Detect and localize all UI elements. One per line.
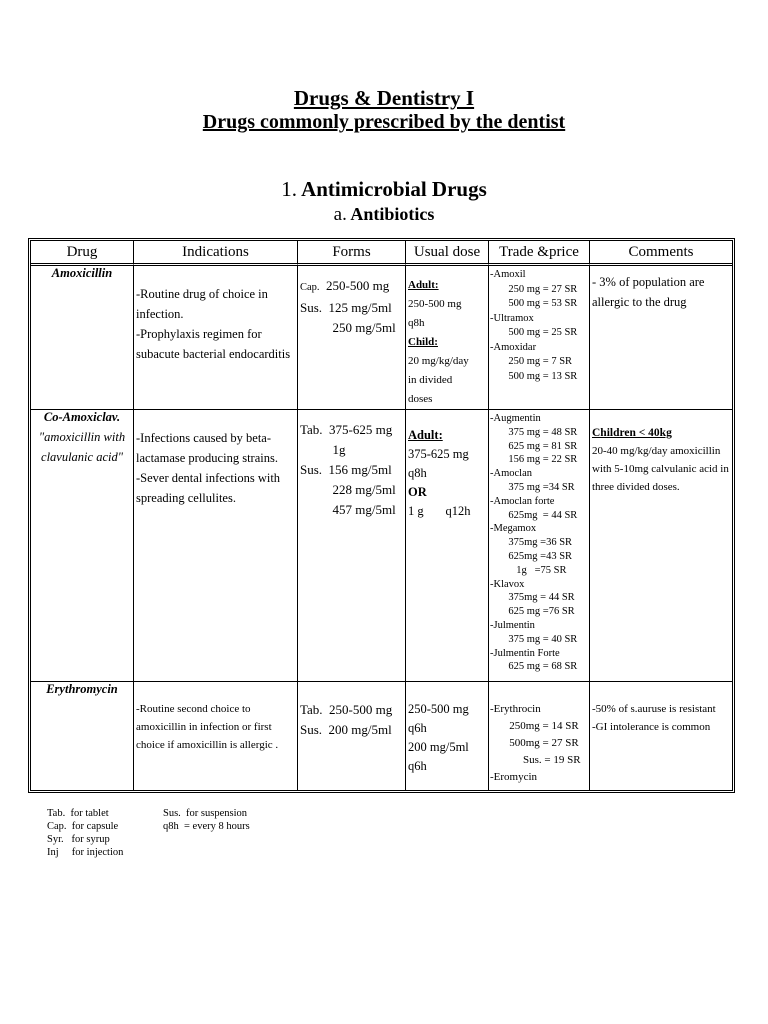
dose-line bbox=[408, 483, 486, 502]
dose-label: Adult: bbox=[408, 279, 439, 291]
dose-line bbox=[408, 464, 486, 483]
form-line bbox=[300, 298, 403, 318]
dose-label: Adult: bbox=[408, 428, 443, 442]
comments-cell bbox=[590, 266, 732, 410]
abbreviation-legend-left: Tab. for tablet Cap. for capsule Syr. for syrup Inj for injection bbox=[47, 808, 124, 858]
subsection-title: Antibiotics bbox=[350, 204, 435, 224]
dose-line bbox=[408, 314, 486, 333]
indications-cell bbox=[134, 682, 298, 790]
drug-name: Amoxicillin bbox=[51, 266, 113, 280]
form-abbr: Cap. bbox=[300, 282, 320, 293]
dose-text: 1 g q12h bbox=[408, 504, 471, 518]
forms-cell bbox=[298, 266, 406, 410]
dose-line bbox=[408, 352, 486, 371]
dose-line bbox=[408, 719, 486, 738]
dose-label: Child: bbox=[408, 336, 438, 348]
table-row bbox=[31, 410, 732, 682]
header-usual-dose: Usual dose bbox=[406, 241, 489, 266]
drug-name: Erythromycin bbox=[46, 682, 118, 696]
form-line bbox=[300, 276, 403, 298]
dose-line bbox=[408, 371, 486, 390]
trade-price-cell bbox=[489, 410, 590, 682]
dose-line bbox=[408, 276, 486, 295]
dose-line bbox=[408, 295, 486, 314]
dose-text: q8h bbox=[408, 466, 427, 480]
subsection-heading bbox=[0, 204, 768, 226]
drug-table bbox=[28, 238, 735, 793]
dose-cell bbox=[406, 266, 489, 410]
form-text: Sus. 200 mg/5ml bbox=[300, 722, 392, 737]
trade-price-text: -Augmentin 375 mg = 48 SR 625 mg = 81 SR 156 mg = 22 SR -Amoclan 375 mg =34 SR -Amoclan forte 625mg = 44 SR -Megamox 375mg =36 SR 625mg =43 SR 1g =75 SR -Klavox 375mg = 44 SR 625 mg =76 SR -Julmentin 375 mg = 40 SR -Julmentin Forte 625 mg = 68 SR bbox=[490, 413, 578, 673]
comments-text: - 3% of population are allergic to the drug bbox=[592, 275, 705, 309]
section-number: 1. bbox=[281, 177, 297, 201]
form-line bbox=[300, 318, 403, 338]
form-line bbox=[300, 720, 403, 740]
dose-line bbox=[408, 426, 486, 445]
dose-text: 375-625 mg bbox=[408, 447, 469, 461]
drug-name-cell bbox=[31, 266, 134, 410]
table-row bbox=[31, 266, 732, 410]
indications-cell bbox=[134, 410, 298, 682]
comments-heading: Children < 40kg bbox=[592, 427, 672, 439]
indications-cell bbox=[134, 266, 298, 410]
drug-name-cell bbox=[31, 682, 134, 790]
section-heading bbox=[0, 177, 768, 202]
comments-text: -50% of s.auruse is resistant -GI intolerance is common bbox=[592, 703, 716, 733]
dose-label: OR bbox=[408, 485, 427, 499]
comments-cell bbox=[590, 410, 732, 682]
dose-text: 250-500 mg bbox=[408, 298, 462, 310]
indications-text: -Routine second choice to amoxicillin in infection or first choice if amoxicillin is allergic . bbox=[136, 703, 279, 751]
form-text: 250 mg/5ml bbox=[300, 320, 396, 335]
form-text: Tab. 250-500 mg bbox=[300, 702, 393, 717]
drug-synonym: "amoxicillin with clavulanic acid" bbox=[38, 430, 126, 464]
dose-line bbox=[408, 757, 486, 776]
form-line bbox=[300, 500, 403, 520]
form-text: 250-500 mg bbox=[319, 278, 390, 293]
form-text: 1g bbox=[300, 442, 346, 457]
dose-text: doses bbox=[408, 393, 433, 405]
abbreviation-legend-right: Sus. for suspension q8h = every 8 hours bbox=[163, 808, 250, 832]
dose-text: 200 mg/5ml bbox=[408, 740, 469, 754]
drug-name: Co-Amoxiclav. bbox=[43, 410, 121, 424]
dose-cell bbox=[406, 682, 489, 790]
header-indications: Indications bbox=[134, 241, 298, 266]
forms-cell bbox=[298, 682, 406, 790]
indications-text: -Infections caused by beta-lactamase producing strains. -Sever dental infections with spreading cellulites. bbox=[136, 431, 281, 505]
forms-cell bbox=[298, 410, 406, 682]
table-row bbox=[31, 682, 732, 790]
indications-text: -Routine drug of choice in infection. -Prophylaxis regimen for subacute bacterial endocarditis bbox=[136, 287, 291, 361]
dose-line bbox=[408, 333, 486, 352]
dose-text: 20 mg/kg/day bbox=[408, 355, 469, 367]
dose-line bbox=[408, 502, 486, 521]
dose-text: q6h bbox=[408, 759, 427, 773]
form-line bbox=[300, 460, 403, 480]
dose-line bbox=[408, 738, 486, 757]
dose-line bbox=[408, 390, 486, 409]
form-line bbox=[300, 700, 403, 720]
subsection-letter: a. bbox=[333, 204, 347, 225]
drug-name-cell bbox=[31, 410, 134, 682]
form-text: Sus. 156 mg/5ml bbox=[300, 462, 392, 477]
dose-text: q8h bbox=[408, 317, 425, 329]
document-title: Drugs & Dentistry I bbox=[293, 86, 475, 110]
dose-cell bbox=[406, 410, 489, 682]
form-text: 228 mg/5ml bbox=[300, 482, 396, 497]
section-title: Antimicrobial Drugs bbox=[301, 177, 487, 201]
trade-price-text: -Erythrocin 250mg = 14 SR 500mg = 27 SR Sus. = 19 SR -Eromycin bbox=[490, 703, 581, 783]
form-line bbox=[300, 440, 403, 460]
form-text: 457 mg/5ml bbox=[300, 502, 396, 517]
form-text: Tab. 375-625 mg bbox=[300, 422, 393, 437]
trade-price-cell bbox=[489, 682, 590, 790]
header-forms: Forms bbox=[298, 241, 406, 266]
document-subtitle: Drugs commonly prescribed by the dentist bbox=[202, 111, 566, 133]
form-text: Sus. 125 mg/5ml bbox=[300, 300, 392, 315]
comments-cell bbox=[590, 682, 732, 790]
dose-text: q6h bbox=[408, 721, 427, 735]
dose-text: 250-500 mg bbox=[408, 702, 469, 716]
header-drug: Drug bbox=[31, 241, 134, 266]
header-comments: Comments bbox=[590, 241, 732, 266]
form-line bbox=[300, 480, 403, 500]
form-line bbox=[300, 420, 403, 440]
trade-price-cell bbox=[489, 266, 590, 410]
trade-price-text: -Amoxil 250 mg = 27 SR 500 mg = 53 SR -Ultramox 500 mg = 25 SR -Amoxidar 250 mg = 7 SR 500 mg = 13 SR bbox=[490, 269, 578, 382]
comments-text: 20-40 mg/kg/day amoxicillin with 5-10mg calvulanic acid in three divided doses. bbox=[592, 445, 729, 493]
table-header-row bbox=[31, 241, 732, 266]
dose-line bbox=[408, 700, 486, 719]
header-trade-price: Trade &price bbox=[489, 241, 590, 266]
dose-text: in divided bbox=[408, 374, 453, 386]
dose-line bbox=[408, 445, 486, 464]
